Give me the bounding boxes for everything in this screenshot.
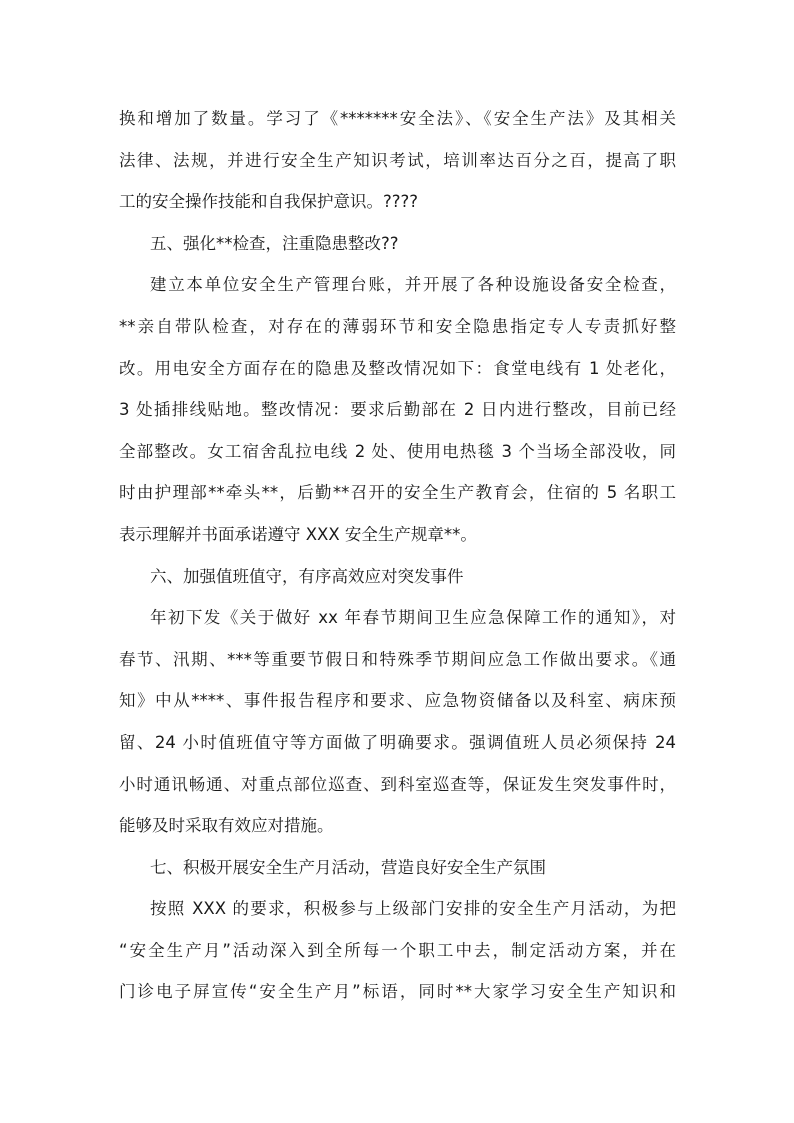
section-heading-5: 五、强化**检查，注重隐患整改??: [150, 233, 399, 253]
text-line: 表示理解并书面承诺遵守 XXX 安全生产规章**。: [119, 524, 477, 544]
text-line: 工的安全操作技能和自我保护意识。????: [119, 192, 419, 212]
text-line: “安全生产月”活动深入到全所每一个职工中去，制定活动方案，并在: [119, 940, 676, 960]
text-line: 知》中从****、事件报告程序和要求、应急物资储备以及科室、病床预: [119, 691, 676, 711]
text-line: 小时通讯畅通、对重点部位巡查、到科室巡查等，保证发生突发事件时，: [119, 774, 676, 794]
body-text: [119, 98, 676, 1013]
text-line: 3 处插排线贴地。整改情况：要求后勤部在 2 日内进行整改，目前已经: [119, 400, 676, 420]
text-line: 按照 XXX 的要求，积极参与上级部门安排的安全生产月活动，为把: [150, 899, 676, 919]
text-line: 时由护理部**牵头**，后勤**召开的安全生产教育会，住宿的 5 名职工: [119, 483, 676, 503]
text-line: 年初下发《关于做好 xx 年春节期间卫生应急保障工作的通知》，对: [150, 608, 676, 628]
text-line: 能够及时采取有效应对措施。: [119, 816, 334, 836]
text-line: 春节、汛期、***等重要节假日和特殊季节期间应急工作做出要求。《通: [119, 649, 676, 669]
text-line: 门诊电子屏宣传“安全生产月”标语，同时**大家学习安全生产知识和: [119, 982, 676, 1002]
text-line: 留、24 小时值班值守等方面做了明确要求。强调值班人员必须保持 24: [119, 732, 676, 752]
text-line: 建立本单位安全生产管理台账，并开展了各种设施设备安全检查，: [150, 275, 676, 295]
text-line: **亲自带队检查，对存在的薄弱环节和安全隐患指定专人专责抓好整: [119, 316, 676, 336]
text-line: 换和增加了数量。学习了《*******安全法》、《安全生产法》及其相关: [119, 109, 676, 128]
section-heading-6: 六、加强值班值守，有序高效应对突发事件: [150, 566, 464, 586]
text-line: 全部整改。女工宿舍乱拉电线 2 处、使用电热毯 3 个当场全部没收，同: [119, 441, 676, 461]
section-heading-7: 七、积极开展安全生产月活动，营造良好安全生产氛围: [150, 857, 546, 877]
text-line: 法律、法规，并进行安全生产知识考试，培训率达百分之百，提高了职: [119, 150, 676, 170]
text-line: 改。用电安全方面存在的隐患及整改情况如下：食堂电线有 1 处老化，: [119, 358, 676, 378]
